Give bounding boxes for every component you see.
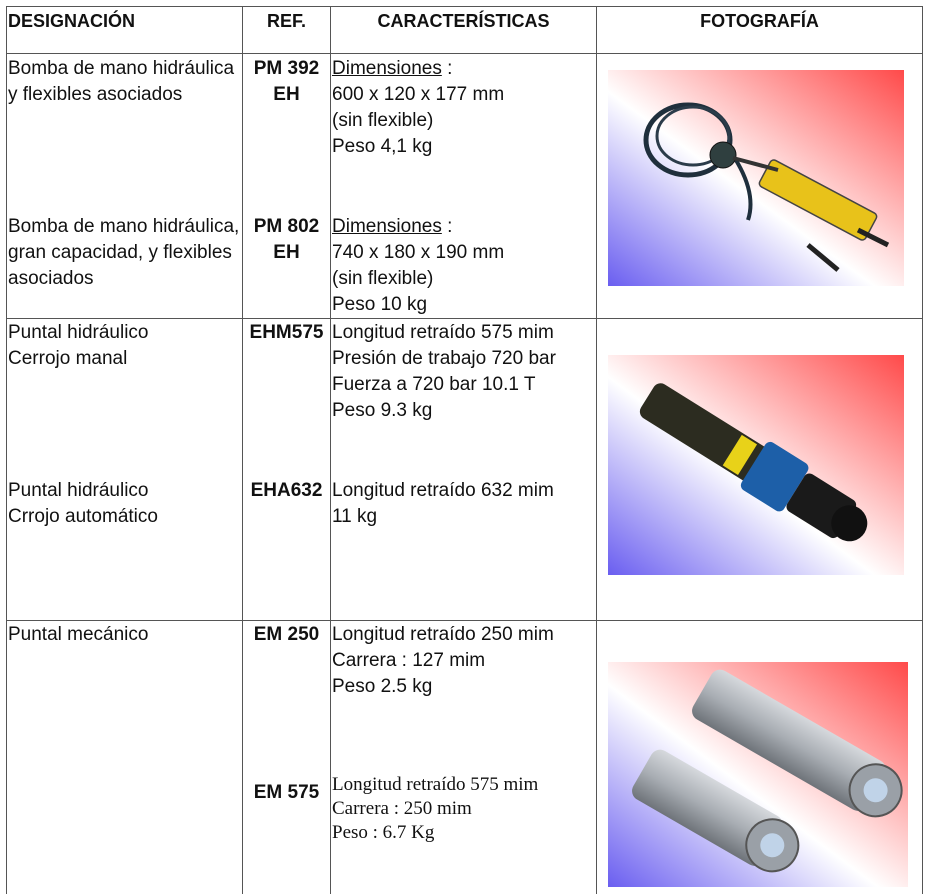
table-border-left	[6, 6, 7, 894]
spec-pm392-line2: (sin flexible)	[332, 110, 434, 131]
spec-pm392-dimensiones	[332, 56, 452, 82]
spec-pm802-line3: Peso 10 kg	[332, 294, 428, 315]
photo-mechanical-struts	[608, 662, 908, 887]
ref-pm802-line2: EH	[273, 242, 300, 263]
table-row-divider-2	[6, 620, 923, 621]
spec-em575-line3: Peso : 6.7 Kg	[332, 822, 435, 843]
header-fotografia: FOTOGRAFÍA	[700, 11, 819, 31]
dimensiones-colon: :	[441, 216, 453, 237]
table-col-divider-3	[596, 6, 597, 894]
table-border-top	[6, 6, 923, 7]
spec-em250-line2: Carrera : 127 mim	[332, 650, 486, 671]
ref-em575: EM 575	[253, 782, 320, 803]
ref-pm802-line1: PM 802	[253, 216, 320, 237]
designacion-ehm575-line1: Puntal hidráulico	[8, 322, 149, 343]
designacion-eha632-line1: Puntal hidráulico	[8, 480, 149, 501]
table-row-divider-1	[6, 318, 923, 319]
spec-ehm575-line1: Longitud retraído 575 mim	[332, 322, 554, 343]
ref-pm392-line1: PM 392	[253, 58, 320, 79]
spec-eha632-line2: 11 kg	[332, 506, 378, 527]
designacion-pm802-line3: asociados	[8, 268, 94, 289]
spec-ehm575-line3: Fuerza a 720 bar 10.1 T	[332, 374, 536, 395]
spec-em250-line3: Peso 2.5 kg	[332, 676, 433, 697]
designacion-pm392-line1: Bomba de mano hidráulica	[8, 58, 235, 79]
spec-pm802-line2: (sin flexible)	[332, 268, 434, 289]
designacion-pm802-line1: Bomba de mano hidráulica,	[8, 216, 240, 237]
header-designacion: DESIGNACIÓN	[8, 11, 136, 31]
table-border-right	[922, 6, 923, 894]
designacion-eha632-line2: Crrojo automático	[8, 506, 158, 527]
spec-ehm575-line2: Presión de trabajo 720 bar	[332, 348, 556, 369]
spec-em250-line1: Longitud retraído 250 mim	[332, 624, 554, 645]
spec-pm802-line1: 740 x 180 x 190 mm	[332, 242, 505, 263]
table-col-divider-2	[330, 6, 331, 894]
spec-pm802-dimensiones	[332, 214, 452, 240]
spec-ehm575-line4: Peso 9.3 kg	[332, 400, 433, 421]
ref-eha632: EHA632	[250, 480, 323, 501]
spec-em575-line2: Carrera : 250 mim	[332, 798, 472, 819]
photo-hydraulic-strut	[608, 355, 904, 575]
designacion-pm392-line2: y flexibles asociados	[8, 84, 183, 105]
designacion-pm802-line2: gran capacidad, y flexibles	[8, 242, 232, 263]
table-header-divider	[6, 53, 923, 54]
dimensiones-colon: :	[441, 58, 453, 79]
ref-ehm575: EHM575	[249, 322, 324, 343]
dimensiones-label: Dimensiones	[332, 58, 442, 79]
spec-pm392-line3: Peso 4,1 kg	[332, 136, 433, 157]
designacion-ehm575-line2: Cerrojo manal	[8, 348, 128, 369]
spec-pm392-line1: 600 x 120 x 177 mm	[332, 84, 505, 105]
table-col-divider-1	[242, 6, 243, 894]
designacion-em250: Puntal mecánico	[8, 624, 149, 645]
header-ref: REF.	[266, 11, 306, 31]
dimensiones-label: Dimensiones	[332, 216, 442, 237]
photo-hydraulic-pump	[608, 70, 904, 286]
spec-eha632-line1: Longitud retraído 632 mim	[332, 480, 554, 501]
ref-pm392-line2: EH	[273, 84, 300, 105]
ref-em250: EM 250	[253, 624, 320, 645]
spec-em575-line1: Longitud retraído 575 mim	[332, 774, 539, 795]
header-caracteristicas: CARACTERÍSTICAS	[377, 11, 550, 31]
